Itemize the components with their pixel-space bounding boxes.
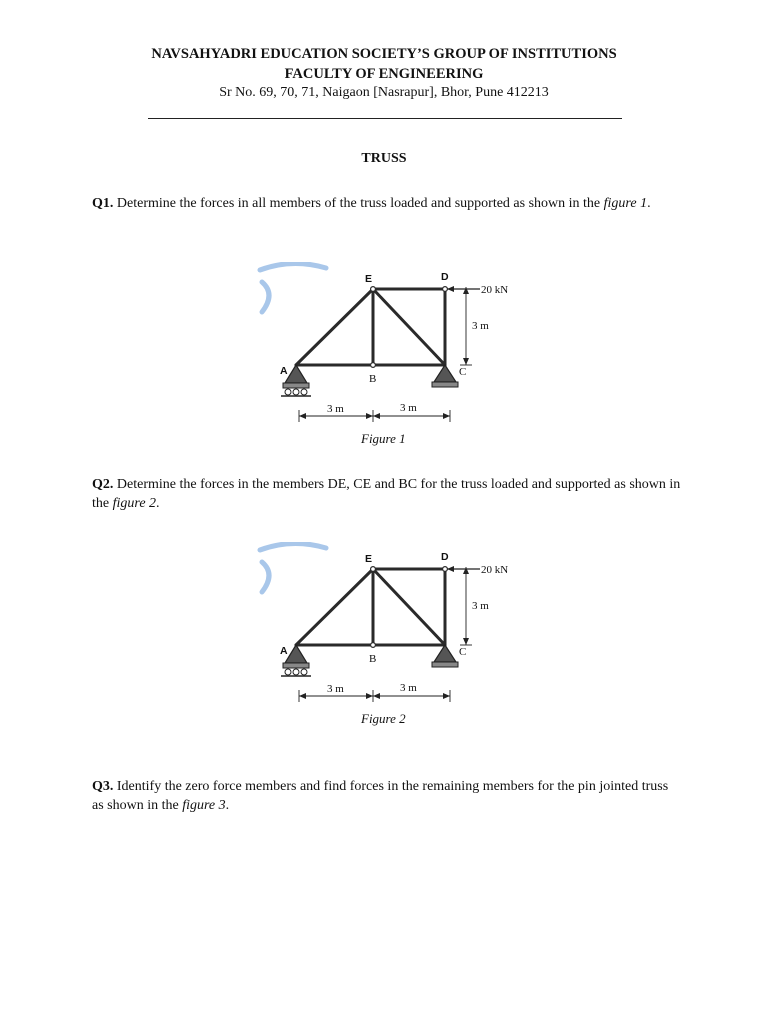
truss-diagram-1	[252, 262, 532, 452]
question-3-text: Identify the zero force members and find forces in the remaining members for the pin jointed truss as shown in the	[92, 779, 669, 813]
span-left-dimension: 3 m	[327, 403, 344, 415]
question-2-text: Determine the forces in the members DE, CE and BC for the truss loaded and supported as shown in the	[92, 477, 681, 511]
question-1: Q1. Determine the forces in all members of the truss loaded and supported as shown in the figure 1.	[92, 196, 651, 211]
institution-address: Sr No. 69, 70, 71, Naigaon [Nasrapur], Bhor, Pune 412213	[219, 85, 549, 100]
label-a: A	[280, 365, 288, 377]
question-1-number: Q1.	[92, 196, 114, 211]
load-label: 20 kN	[481, 564, 509, 576]
truss-diagram-2	[252, 542, 532, 732]
figure-1	[252, 262, 532, 452]
span-right-dimension: 3 m	[400, 682, 417, 694]
load-label: 20 kN	[481, 284, 509, 296]
question-2-figure-ref: figure 2	[112, 496, 157, 511]
label-b: B	[369, 653, 377, 665]
institution-name: NAVSAHYADRI EDUCATION SOCIETY’S GROUP OF INSTITUTIONS	[151, 46, 617, 62]
question-3: Q3. Identify the zero force members and find forces in the remaining members for the pin jointed truss as shown in the figure 3.	[92, 779, 669, 813]
label-e: E	[365, 553, 373, 565]
question-2: Q2. Determine the forces in the members DE, CE and BC for the truss loaded and supported as shown in the figure 2.	[92, 477, 681, 511]
label-a: A	[280, 645, 288, 657]
header-divider	[148, 118, 622, 119]
faculty-name: FACULTY OF ENGINEERING	[284, 66, 484, 82]
label-c: C	[459, 366, 467, 378]
label-d: D	[441, 551, 449, 563]
height-dimension: 3 m	[472, 600, 489, 612]
label-e: E	[365, 273, 373, 285]
label-c: C	[459, 646, 467, 658]
question-3-figure-ref: figure 3	[182, 798, 226, 813]
span-right-dimension: 3 m	[400, 402, 417, 414]
label-d: D	[441, 271, 449, 283]
question-2-number: Q2.	[92, 477, 114, 492]
label-b: B	[369, 373, 377, 385]
question-1-text: Determine the forces in all members of the truss loaded and supported as shown in the	[113, 196, 604, 211]
figure-2-caption: Figure 2	[361, 711, 406, 726]
page-title: TRUSS	[361, 151, 407, 166]
span-left-dimension: 3 m	[327, 683, 344, 695]
question-3-number: Q3.	[92, 779, 114, 794]
figure-2	[252, 542, 532, 732]
height-dimension: 3 m	[472, 320, 489, 332]
question-1-figure-ref: figure 1	[603, 196, 648, 211]
figure-1-caption: Figure 1	[361, 431, 406, 446]
